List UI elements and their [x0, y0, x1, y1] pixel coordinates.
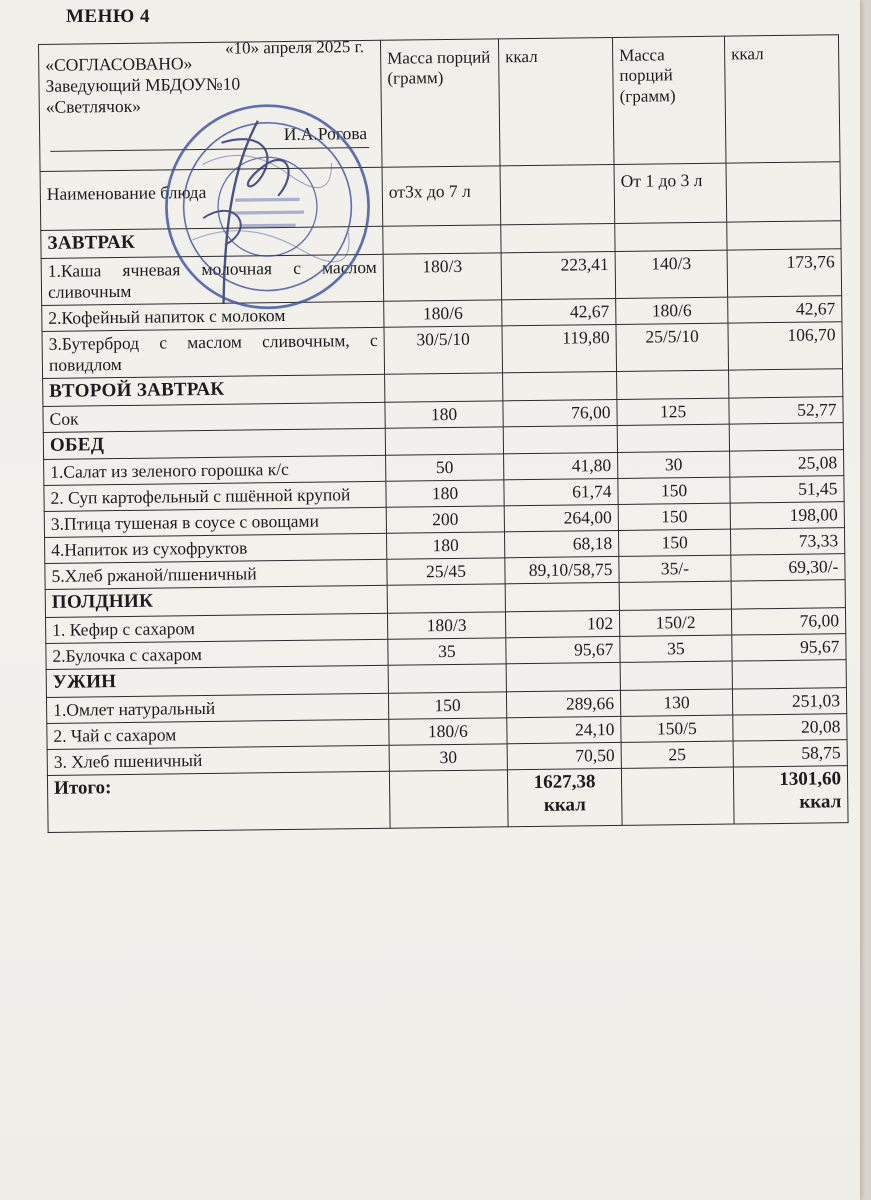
- kcal-older: 76,00: [503, 399, 617, 426]
- kcal-older: 119,80: [502, 324, 617, 372]
- section-empty-cell: [617, 370, 729, 399]
- section-empty-cell: [385, 373, 503, 402]
- dish-name: Сок: [43, 402, 385, 432]
- header-age-older: от3х до 7 л: [382, 166, 501, 226]
- mass-older: 25/45: [387, 558, 505, 585]
- mass-younger: 150/5: [621, 715, 733, 742]
- section-empty-cell: [615, 222, 727, 251]
- mass-older: 50: [386, 454, 504, 481]
- section-empty-cell: [387, 584, 505, 613]
- kcal-younger: 106,70: [728, 321, 843, 369]
- section-empty-cell: [729, 422, 843, 451]
- dish-name: 2. Суп картофельный с пшённой крупой: [44, 482, 386, 512]
- menu-table: [38, 34, 849, 833]
- header-empty-2: [726, 162, 841, 222]
- header-empty-1: [500, 164, 615, 224]
- section-empty-cell: [385, 426, 503, 455]
- section-empty-cell: [620, 661, 732, 690]
- kcal-younger: 58,75: [733, 740, 847, 767]
- section-empty-cell: [619, 581, 731, 610]
- signature-line: [50, 147, 369, 152]
- dish-name: 4.Напиток из сухофруктов: [45, 534, 387, 564]
- approval-head-name: И.А.Рогова: [283, 122, 368, 145]
- dish-name: 1.Каша ячневая молочная с маслом сливочным: [41, 254, 384, 305]
- section-empty-cell: [503, 425, 617, 454]
- approval-org: «Светлячок»: [45, 95, 142, 117]
- header-row-age: [40, 162, 841, 231]
- dish-name: 2.Булочка с сахаром: [46, 639, 388, 669]
- mass-older: 35: [388, 638, 506, 665]
- mass-younger: 150: [618, 529, 730, 556]
- mass-younger: 150: [618, 477, 730, 504]
- kcal-younger: 25,08: [730, 450, 844, 477]
- kcal-older: 61,74: [504, 479, 618, 506]
- kcal-younger: 198,00: [730, 502, 844, 529]
- dish-name: 3.Бутерброд с маслом сливочным, с повидлом: [42, 327, 385, 378]
- mass-older: 180/6: [389, 718, 507, 745]
- kcal-older: 289,66: [506, 690, 620, 717]
- kcal-older: 264,00: [504, 505, 618, 532]
- mass-older: 180: [386, 480, 504, 507]
- section-title: ПОЛДНИК: [45, 586, 387, 618]
- header-dish-name: Наименование блюда: [40, 167, 383, 230]
- header-kcal-older: ккал: [498, 37, 614, 165]
- header-age-younger: От 1 до 3 л: [614, 163, 727, 223]
- approval-position: Заведующий МБДОУ№10: [45, 73, 241, 96]
- kcal-younger: 42,67: [728, 295, 842, 322]
- kcal-older: 41,80: [504, 453, 618, 480]
- mass-older: 30/5/10: [384, 326, 503, 374]
- total-label: Итого:: [47, 771, 390, 832]
- kcal-older: 89,10/58,75: [505, 557, 619, 584]
- header-mass-older: Масса порций (грамм): [380, 39, 500, 167]
- section-title: УЖИН: [46, 665, 388, 697]
- mass-older: 180: [387, 532, 505, 559]
- kcal-younger: 20,08: [733, 714, 847, 741]
- section-empty-cell: [617, 424, 729, 453]
- kcal-older: 24,10: [507, 716, 621, 743]
- section-empty-cell: [731, 580, 845, 609]
- mass-younger: 25: [621, 741, 733, 768]
- section-empty-cell: [732, 660, 846, 689]
- menu-title: МЕНЮ 4: [66, 6, 151, 27]
- menu-sheet: [38, 34, 848, 833]
- mass-younger: 180/6: [616, 297, 728, 324]
- section-empty-cell: [727, 221, 841, 250]
- kcal-older: 70,50: [507, 742, 621, 769]
- dish-name: 2.Кофейный напиток с молоком: [42, 301, 384, 331]
- mass-older: 180: [385, 400, 503, 427]
- approval-date: «10» апреля 2025 г.: [224, 37, 364, 58]
- mass-younger: 150: [618, 503, 730, 530]
- mass-older: 180/3: [387, 612, 505, 639]
- mass-older: 180/3: [383, 253, 502, 301]
- section-title: ОБЕД: [43, 428, 385, 460]
- mass-younger: 150/2: [619, 609, 731, 636]
- mass-younger: 125: [617, 398, 729, 425]
- mass-older: 150: [388, 692, 506, 719]
- total-row: [47, 766, 848, 833]
- kcal-older: 42,67: [502, 298, 616, 325]
- dish-name: 1. Кефир с сахаром: [46, 613, 388, 643]
- approval-cell: [39, 37, 383, 171]
- total-kcal-older: 1627,38 ккал: [507, 768, 622, 826]
- kcal-younger: 73,33: [730, 528, 844, 555]
- section-empty-cell: [383, 225, 501, 254]
- dish-name: 1.Омлет натуральный: [46, 693, 388, 723]
- dish-name: 2. Чай с сахаром: [47, 719, 389, 749]
- kcal-younger: 52,77: [729, 396, 843, 423]
- section-empty-cell: [729, 368, 843, 397]
- section-empty-cell: [506, 663, 620, 692]
- total-empty-1: [389, 770, 508, 828]
- section-title: ЗАВТРАК: [41, 226, 383, 258]
- kcal-younger: 76,00: [731, 608, 845, 635]
- kcal-younger: 251,03: [732, 688, 846, 715]
- mass-younger: 35/-: [619, 555, 731, 582]
- kcal-younger: 173,76: [727, 249, 842, 297]
- kcal-younger: 51,45: [730, 476, 844, 503]
- kcal-older: 95,67: [506, 637, 620, 664]
- header-kcal-younger: ккал: [724, 35, 840, 163]
- section-empty-cell: [503, 371, 617, 400]
- dish-name: 3.Птица тушеная в соусе с овощами: [44, 508, 386, 538]
- header-row-approval: [39, 35, 840, 172]
- kcal-older: 68,18: [504, 531, 618, 558]
- dish-name: 3. Хлеб пшеничный: [47, 745, 389, 775]
- mass-younger: 35: [620, 635, 732, 662]
- section-empty-cell: [501, 223, 615, 252]
- mass-younger: 140/3: [615, 250, 728, 298]
- mass-older: 180/6: [384, 300, 502, 327]
- approval-agreed: «СОГЛАСОВАНО»: [45, 53, 193, 75]
- mass-older: 30: [389, 744, 507, 771]
- kcal-younger: 95,67: [732, 634, 846, 661]
- mass-younger: 25/5/10: [616, 323, 729, 371]
- header-mass-younger: Масса порций (грамм): [612, 36, 726, 164]
- total-kcal-younger: 1301,60 ккал: [733, 766, 848, 824]
- total-empty-2: [621, 767, 734, 825]
- kcal-older: 102: [505, 611, 619, 638]
- kcal-younger: 69,30/-: [731, 554, 845, 581]
- dish-name: 5.Хлеб ржаной/пшеничный: [45, 560, 387, 590]
- dish-name: 1.Салат из зеленого горошка к/с: [44, 456, 386, 486]
- section-empty-cell: [388, 664, 506, 693]
- mass-younger: 30: [618, 451, 730, 478]
- mass-younger: 130: [620, 689, 732, 716]
- section-title: ВТОРОЙ ЗАВТРАК: [43, 374, 385, 406]
- section-empty-cell: [505, 583, 619, 612]
- mass-older: 200: [386, 506, 504, 533]
- kcal-older: 223,41: [501, 251, 616, 299]
